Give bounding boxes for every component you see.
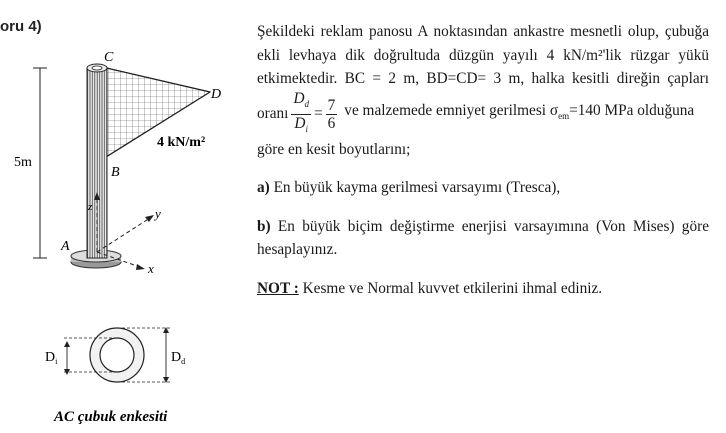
ratio-suffix: ve malzemede emniyet gerilmesi $\sigma_{em}=140$ MPa olduğuna (344, 102, 695, 122)
height-dimension (33, 68, 47, 258)
problem-text (257, 20, 709, 300)
text-line-2: ekli levhaya dik doğrultuda düzgün yayılı 4 kN/m²'lik rüzgar yükü (257, 46, 709, 64)
label-z: z (88, 201, 93, 213)
item-a: a) En büyük kayma gerilmesi varsayımı (Tresca), (257, 179, 561, 196)
note: NOT : Kesme ve Normal kuvvet etkilerini ihmal ediniz. (257, 279, 603, 297)
cross-section (64, 327, 170, 383)
label-y: y (155, 206, 161, 221)
text-line-1: Şekildeki reklam panosu A noktasından ankastre mesnetli olup, çubuğa (257, 23, 709, 40)
ratio-fraction: $\frac{D_d}{D_i}$ (293, 90, 309, 134)
text-line-3: etkimektedir. BC = 2 m, BD=CD= 3 m, halka kesitli direğin çapları (257, 70, 709, 87)
ratio-value: $\frac{7}{6}$ (327, 96, 336, 132)
section-caption: AC çubuk enkesiti (54, 409, 168, 425)
label-b: B (111, 165, 120, 180)
text-line-5: göre en kesit boyutlarını; (257, 140, 411, 158)
label-x: x (148, 261, 154, 276)
load-label: 4 kN/m² (157, 135, 206, 150)
ratio-equals: = (314, 105, 323, 123)
label-c: C (104, 50, 114, 65)
label-d: D (211, 87, 222, 102)
problem-figure (0, 0, 250, 433)
ratio-line (257, 91, 709, 138)
label-a: A (61, 239, 70, 254)
question-number: oru 4) (0, 18, 42, 35)
item-b-line-1: b) En büyük biçim değiştirme enerjisi varsayımına (Von Mises) göre (257, 217, 709, 235)
dd-label: $D_d$ (171, 350, 186, 366)
height-label: 5m (14, 155, 32, 170)
item-b-line-2: hesaplayınız. (257, 241, 338, 258)
ratio-prefix: oranı (257, 105, 289, 123)
di-label: $D_i$ (45, 350, 58, 366)
